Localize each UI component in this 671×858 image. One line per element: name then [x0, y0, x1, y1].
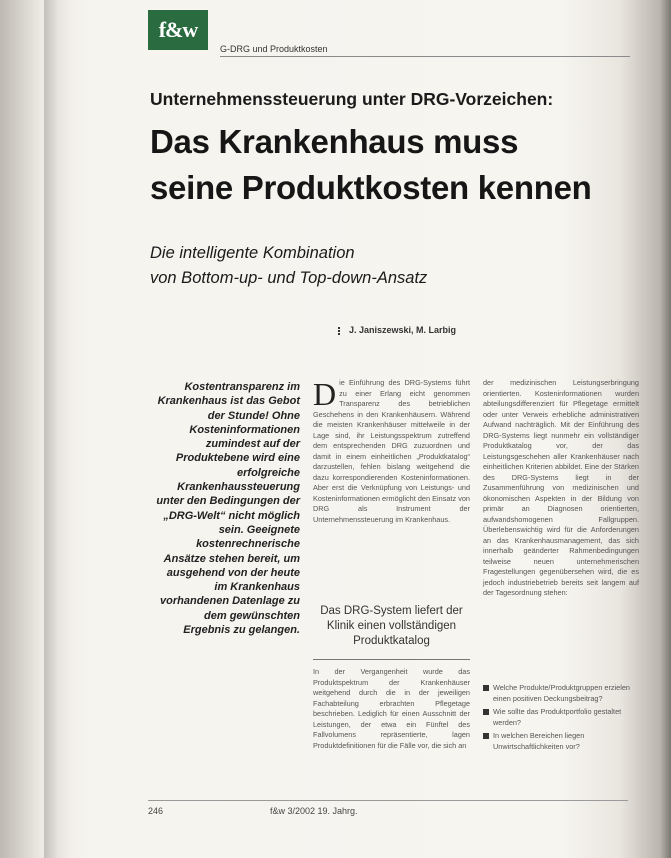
body-column-2-lower: [313, 667, 470, 751]
question-list: [483, 683, 639, 755]
byline-bullet-icon: [338, 327, 344, 335]
question-item: In welchen Bereichen liegen Unwirtschaftlichkeiten vor?: [483, 731, 639, 752]
issue-info: f&w 3/2002 19. Jahrg.: [270, 806, 358, 816]
subhead-line-2: von Bottom-up- und Top-down-Ansatz: [150, 269, 428, 287]
pull-quote-rule: [313, 659, 470, 660]
author-names: J. Janiszewski, M. Larbig: [349, 325, 457, 335]
body-paragraph: der medizinischen Leistungserbringung orientierten. Kosteninformationen wurden abteilungsdifferenziert für Pflegetage ermittelt oder unter Verweis erhebliche administrativen Aufwand nachträglich. Mit der Einführung des DRG-Systems liegt nunmehr ein vollständiger Produktkatalog vor, der das Leistungsgeschehen aller Krankenhäuser nach einheitlichen Kriterien abbildet. Eine der Stärken des DRG-Systems liegt in der Zusammenführung von medizinischen und ökonomischen Aspekten in der Bildung von primär an Diagnosen orientierten, aufwandshomogenen Fallgruppen. Überlebenswichtig wird für die Anforderungen an das Krankenhausmanagement, das sich innerhalb geänderter Rahmenbedingungen teilweise neuen unternehmerischen Fragestellungen gegenübersehen wird, die es jedoch industriebetrieb bereits seit langem auf der Tagesordnung stehen:: [483, 378, 639, 597]
body-paragraph: ie Einführung des DRG-Systems führt zu einer Erlang eicht genommen Transparenz des betrieblichen Geschehens in den Krankenhäusern. Während die meisten Krankenhäuser mittelweile in der Lage sind, ihr Leistungsspektrum zutreffend dem entsprechenden DRG zuzuordnen und damit in einem einheitlichen „Produktkatalog“ darzustellen, fehlen bislang weitgehend die dazu korrespondierenden Kosteninformationen. Aber erst die Verknüpfung von Leistungs- und Kosteninformationen ermöglicht den Einsatz von DRG als Instrument der Unternehmenssteuerung im Krankenhaus.: [313, 378, 470, 524]
author-byline: [338, 325, 456, 335]
article-subhead: [150, 241, 630, 291]
body-column-2: [313, 378, 470, 525]
rubric-label: G-DRG und Produktkosten: [220, 44, 328, 54]
question-item: Wie sollte das Produktportfolio gestaltet werden?: [483, 707, 639, 728]
teaser-text: Kostentransparenz im Krankenhaus ist das Gebot der Stunde! Ohne Kosteninformationen zumindest auf der Produktebene wird eine erfolgreiche Krankenhaussteuerung unter den Bedingungen der „DRG-Welt“ nicht möglich sein. Geeignete kostenrechnerische Ansätze stehen bereit, um ausgehend von der heute im Krankenhaus vorhandenen Datenlage zu dem gewünschten Ergebnis zu gelangen.: [156, 381, 300, 637]
header-rule: [220, 56, 630, 57]
headline-line-2: seine Produktkosten kennen: [150, 169, 592, 206]
body-paragraph: In der Vergangenheit wurde das Produktspektrum der Krankenhäuser weitgehend durch die in der jeweiligen Fachabteilung erbrachten Pflegetage beschrieben. Lediglich für einen Ausschnitt der Leistungen, der etwa ein Fünftel des Fallvolumens repräsentierte, lagen Produktdefinitionen für die Fälle vor, die sich an: [313, 667, 470, 750]
magazine-logo: f&w: [148, 10, 208, 50]
footer-rule: [148, 800, 628, 801]
pull-quote: Das DRG-System liefert der Klinik einen vollständigen Produktkatalog: [320, 605, 463, 647]
body-column-3: [483, 378, 639, 599]
headline-line-1: Das Krankenhaus muss: [150, 123, 519, 160]
page-number: 246: [148, 806, 164, 816]
article-kicker: Unternehmenssteuerung unter DRG-Vorzeichen:: [150, 89, 554, 109]
drop-cap: D: [313, 376, 337, 412]
article-headline: [150, 119, 670, 211]
subhead-line-1: Die intelligente Kombination: [150, 244, 355, 262]
question-item: Welche Produkte/Produktgruppen erzielen einen positiven Deckungsbeitrag?: [483, 683, 639, 704]
page-header: [148, 10, 628, 54]
book-spine-shadow: [44, 0, 72, 858]
